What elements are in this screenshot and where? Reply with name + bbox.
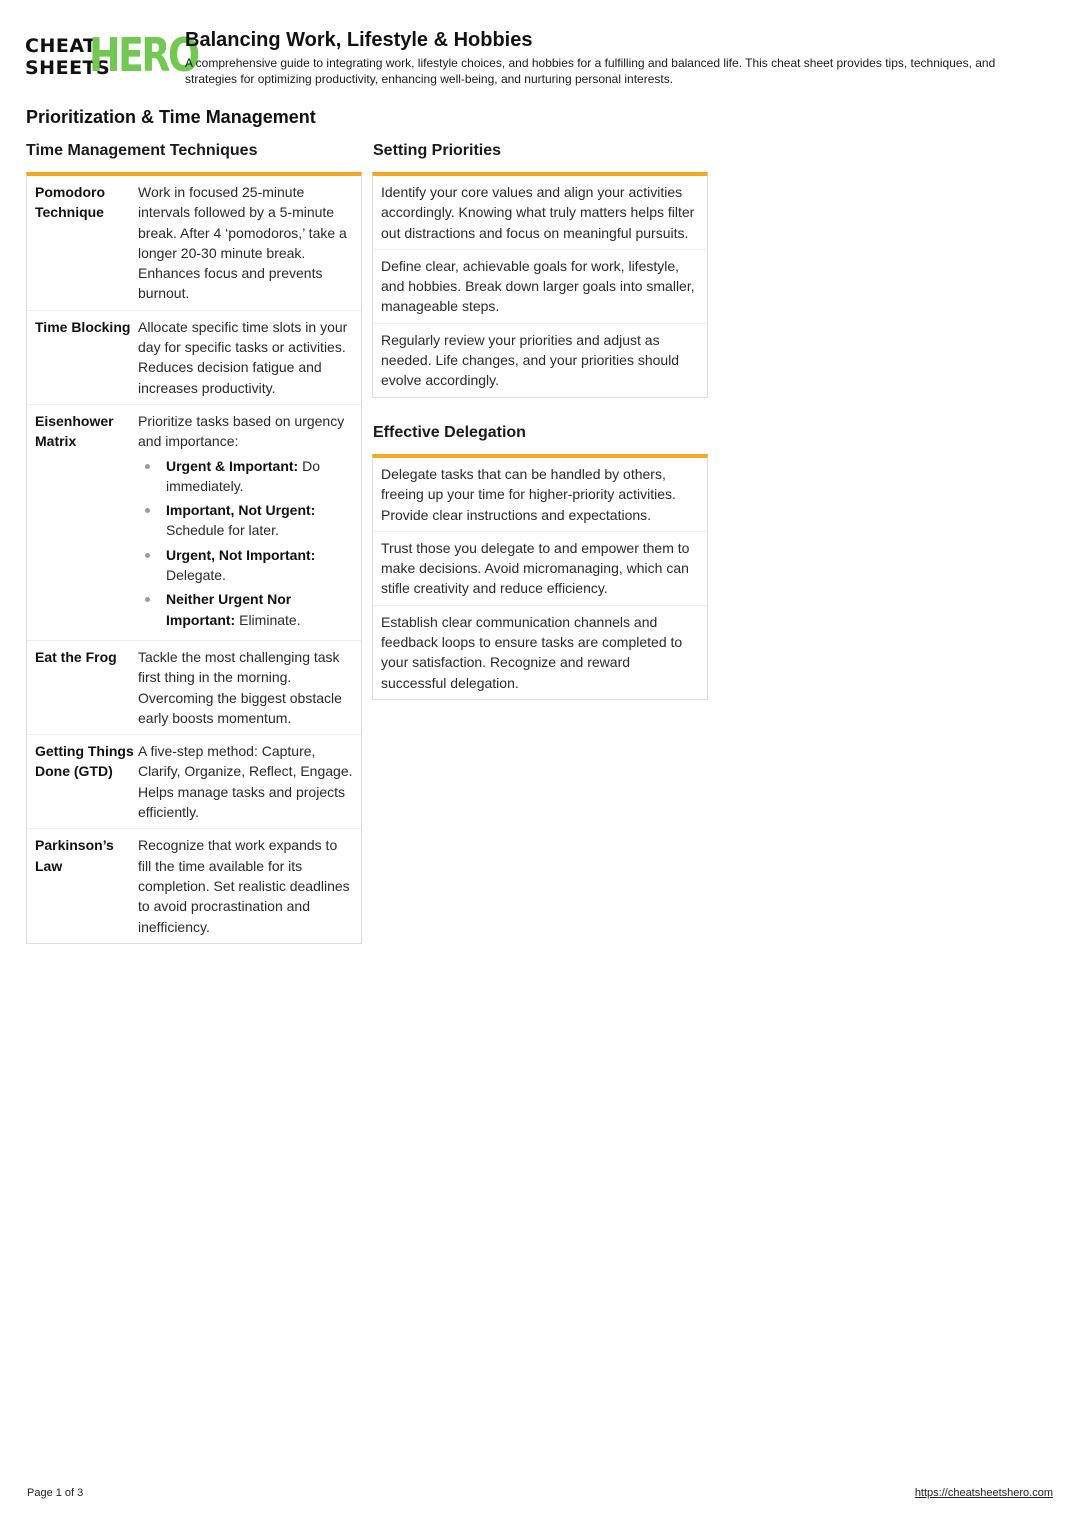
table-row [27,735,361,829]
list-item: Delegate tasks that can be handled by others, freeing up your time for higher-priority activities. Provide clear instructions and expectations. [373,458,707,532]
description-text: Allocate specific time slots in your day for specific tasks or activities. Reduces decision fatigue and increases productivity. [138,318,348,396]
bullet-label: Neither Urgent Nor Important: [166,591,292,628]
bullet-label: Urgent, Not Important: [166,546,316,563]
page-number: Page 1 of 3 [27,1487,84,1499]
setting-priorities-title: Setting Priorities [373,142,502,159]
description-text: Work in focused 25-minute intervals followed by a 5-minute break. After 4 ‘pomodoros,’ take a longer 20-30 minute break. Enhances focus and prevents burnout. [138,184,347,302]
bullet-text: Do immediately. [166,457,321,494]
bullet-text: Eliminate. [235,611,301,628]
technique-name: Parkinson’s Law [35,837,114,874]
list-item [166,500,353,541]
bullet-list [138,456,353,630]
technique-description [138,182,353,304]
technique-description [138,411,353,634]
cheatsheetshero-logo [25,28,198,82]
bullet-label: Urgent & Important: [166,457,299,474]
technique-name: Eisenhower Matrix [35,412,114,450]
table-row [27,405,361,641]
technique-description [138,835,353,936]
effective-delegation-title: Effective Delegation [373,424,526,441]
table-row [27,176,361,311]
section-title: Prioritization & Time Management [26,107,316,127]
list-item: Identify your core values and align your activities accordingly. Knowing what truly matters helps filter out distractions and focus on meaningful pursuits. [373,176,707,250]
table-row [27,311,361,405]
site-link[interactable]: https://cheatsheetshero.com [914,1487,1053,1499]
setting-priorities-card [372,172,708,398]
technique-name: Getting Things Done (GTD) [35,743,134,780]
bullet-label: Important, Not Urgent: [166,502,316,519]
technique-name: Eat the Frog [35,648,117,665]
technique-name: Time Blocking [35,318,131,335]
technique-name: Pomodoro Technique [35,184,105,221]
list-item: Establish clear communication channels and feedback loops to ensure tasks are completed to your satisfaction. Recognize and reward successful delegation. [381,613,683,691]
effective-delegation-card [372,454,708,700]
description-text: Recognize that work expands to fill the time available for its completion. Set realistic deadlines to avoid procrastination and inefficiency. [138,837,350,935]
page-description: A comprehensive guide to integrating work, lifestyle choices, and hobbies for a fulfilling and balanced life. This cheat sheet provides tips, techniques, and strategies for optimizing productivity, enhancing well-being, and nurturing personal interests. [185,56,996,86]
page-title: Balancing Work, Lifestyle & Hobbies [185,29,533,51]
technique-description [138,741,353,822]
description-text: A five-step method: Capture, Clarify, Organize, Reflect, Engage. Helps manage tasks and projects efficiently. [138,743,353,821]
table-row [27,829,361,942]
list-item [166,589,353,630]
technique-description [138,317,353,398]
list-item: Define clear, achievable goals for work, lifestyle, and hobbies. Break down larger goals into smaller, manageable steps. [373,250,707,324]
bullet-text: Delegate. [166,567,226,584]
logo-word-hero: HERO [89,28,198,82]
description-text: Prioritize tasks based on urgency and importance: [138,412,345,450]
time-management-card [26,172,362,944]
bullet-text: Schedule for later. [166,522,279,539]
description-text: Tackle the most challenging task first thing in the morning. Overcoming the biggest obstacle early boosts momentum. [138,648,342,726]
time-management-title: Time Management Techniques [26,142,258,159]
technique-description [138,647,353,728]
table-row [27,641,361,735]
list-item: Regularly review your priorities and adjust as needed. Life changes, and your priorities should evolve accordingly. [381,331,680,389]
list-item: Trust those you delegate to and empower them to make decisions. Avoid micromanaging, which can stifle creativity and reduce efficiency. [373,532,707,606]
logo-word-sheets: SHEETS [25,57,111,79]
list-item [166,545,353,586]
logo-word-cheat: CHEAT [25,35,97,57]
list-item [166,456,353,497]
